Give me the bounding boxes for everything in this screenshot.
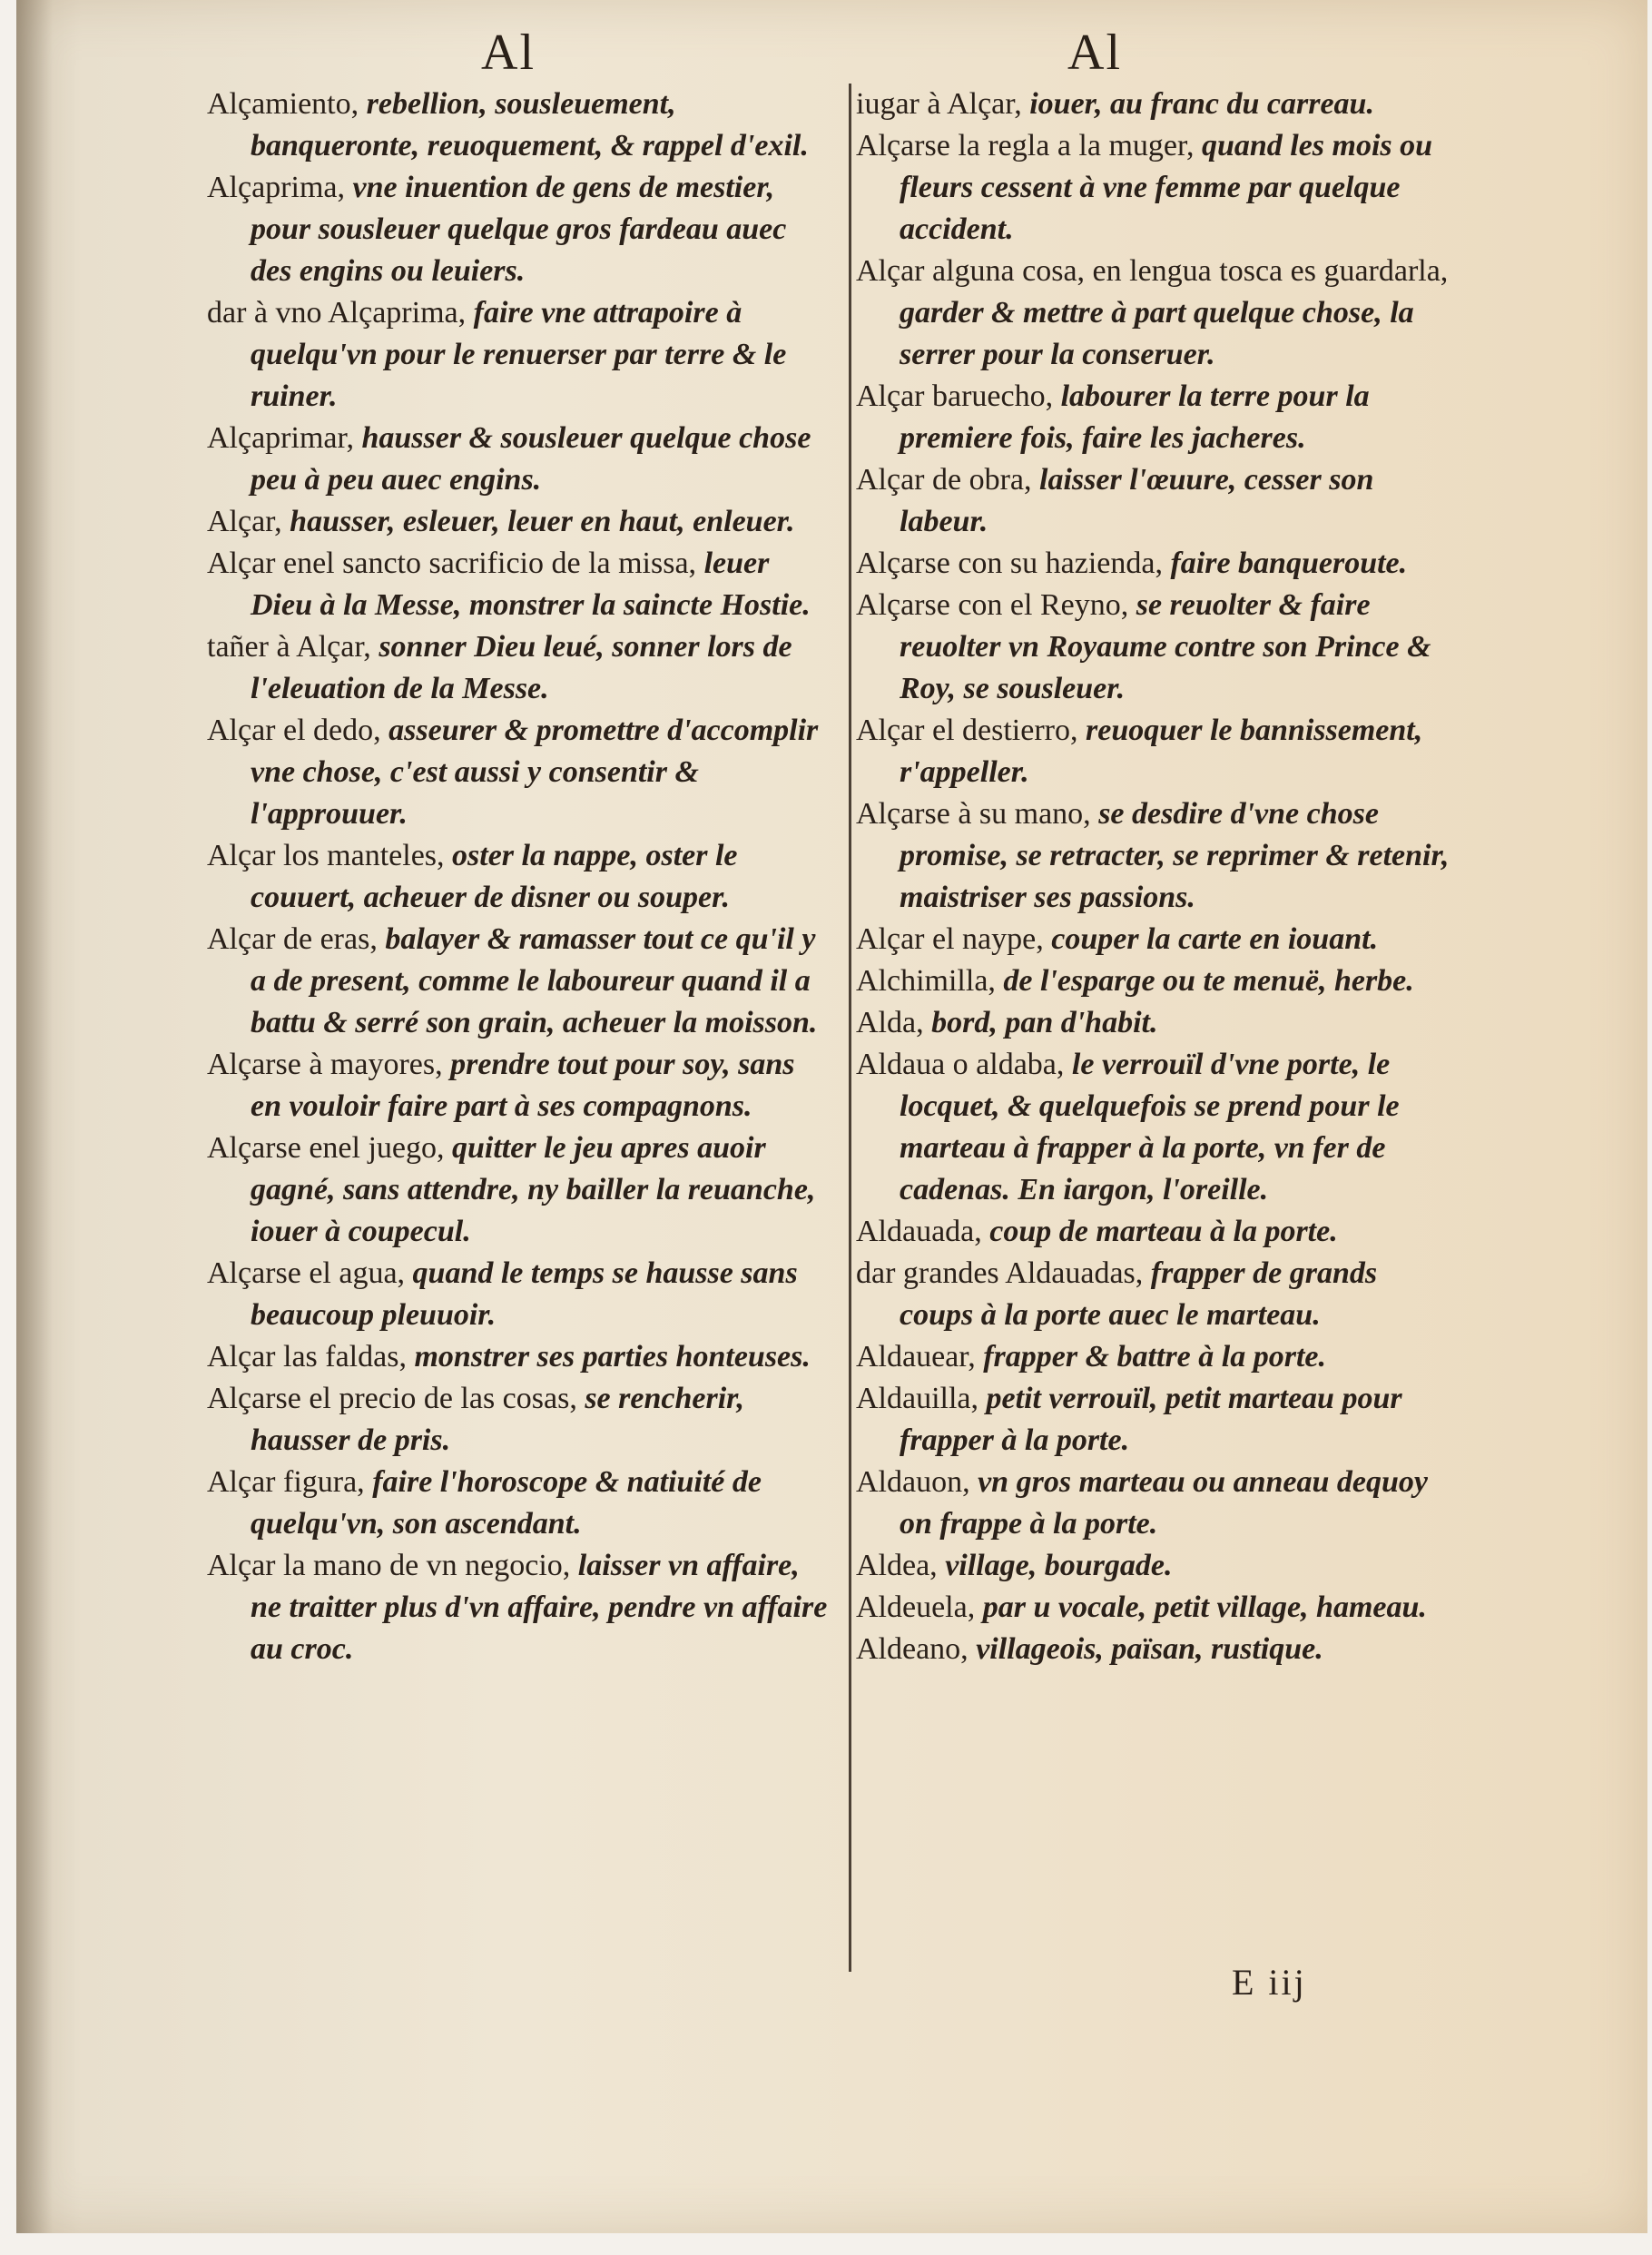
dictionary-entry — [207, 84, 833, 167]
entry-gloss: villageois, païsan, rustique. — [976, 1632, 1323, 1666]
entry-headword: Aldauada, — [856, 1215, 982, 1248]
entry-gloss: faire banqueroute. — [1170, 547, 1408, 580]
entry-headword: Alçarse à su mano, — [856, 797, 1091, 831]
entry-headword: Alçarse con el Reyno, — [856, 588, 1129, 622]
entry-gloss: garder & mettre à part quelque chose, la serrer pour la conseruer. — [900, 296, 1414, 371]
entry-headword: dar grandes Aldauadas, — [856, 1256, 1144, 1290]
entry-gloss: par u vocale, petit village, hameau. — [982, 1590, 1427, 1624]
entry-headword: Alçar el naype, — [856, 922, 1044, 956]
entry-headword: Alçar el dedo, — [207, 714, 381, 747]
entry-gloss: se rencherir, hausser de pris. — [251, 1382, 745, 1457]
entry-gloss: se reuolter & faire reuolter vn Royaume contre son Prince & Roy, se sousleuer. — [900, 588, 1431, 705]
entry-gloss: hausser & sousleuer quelque chose peu à peu auec engins. — [251, 421, 811, 497]
dictionary-entry — [207, 543, 833, 626]
dictionary-entry — [207, 292, 833, 418]
right-column — [856, 84, 1455, 1670]
entry-gloss: quand le temps se hausse sans beaucoup pleuuoir. — [251, 1256, 798, 1332]
entry-gloss: coup de marteau à la porte. — [989, 1215, 1338, 1248]
dictionary-entry — [856, 1587, 1455, 1629]
dictionary-entry — [207, 1336, 833, 1378]
dictionary-entry — [856, 960, 1455, 1002]
entry-headword: Alçaprima, — [207, 171, 345, 204]
entry-gloss: de l'esparge ou te menuë, herbe. — [1003, 964, 1414, 998]
entry-gloss: faire l'horoscope & natiuité de quelqu'vn, son ascendant. — [251, 1465, 762, 1541]
entry-gloss: faire vne attrapoire à quelqu'vn pour le renuerser par terre & le ruiner. — [251, 296, 787, 413]
entry-headword: Aldeuela, — [856, 1590, 976, 1624]
signature-mark: E iij — [1232, 1962, 1307, 2003]
dictionary-entry — [207, 710, 833, 835]
dictionary-entry — [207, 1545, 833, 1670]
entry-gloss: laisser vn affaire, ne traitter plus d'vn affaire, pendre vn affaire au croc. — [251, 1549, 828, 1666]
dictionary-entry — [207, 1462, 833, 1545]
dictionary-entry — [207, 1378, 833, 1462]
entry-gloss: couper la carte en iouant. — [1051, 922, 1379, 956]
entry-headword: Aldaua o aldaba, — [856, 1048, 1065, 1081]
entry-headword: Aldauilla, — [856, 1382, 979, 1415]
dictionary-entry — [856, 1545, 1455, 1587]
dictionary-entry — [856, 1253, 1455, 1336]
dictionary-entry — [856, 1378, 1455, 1462]
dictionary-entry — [856, 1462, 1455, 1545]
entry-gloss: le verrouïl d'vne porte, le locquet, & quelquefois se prend pour le marteau à frapper à la porte, vn fer de cadenas. En iargon, l'oreille. — [900, 1048, 1400, 1206]
entry-gloss: asseurer & promettre d'accomplir vne chose, c'est aussi y consentir & l'approuuer. — [251, 714, 819, 831]
column-rule — [849, 84, 851, 1972]
left-column — [207, 84, 833, 1670]
entry-headword: Alçarse con su hazienda, — [856, 547, 1163, 580]
dictionary-entry — [856, 1336, 1455, 1378]
entry-headword: Aldea, — [856, 1549, 938, 1582]
entry-headword: Alçaprimar, — [207, 421, 354, 455]
entry-gloss: hausser, esleuer, leuer en haut, enleuer. — [290, 505, 795, 538]
entry-headword: Alçar, — [207, 505, 282, 538]
entry-gloss: quitter le jeu apres auoir gagné, sans attendre, ny bailler la reuanche, iouer à coupecul. — [251, 1131, 816, 1248]
entry-headword: Alçar baruecho, — [856, 379, 1054, 413]
entry-gloss: balayer & ramasser tout ce qu'il y a de present, comme le laboureur quand il a battu & serré son grain, acheuer la moisson. — [251, 922, 818, 1039]
entry-gloss: petit verrouïl, petit marteau pour frapper à la porte. — [900, 1382, 1402, 1457]
dictionary-entry — [207, 919, 833, 1044]
entry-gloss: labourer la terre pour la premiere fois, faire les jacheres. — [900, 379, 1370, 455]
dictionary-entry — [856, 710, 1455, 793]
dictionary-entry — [856, 125, 1455, 251]
entry-headword: tañer à Alçar, — [207, 630, 371, 664]
entry-headword: Alçar el destierro, — [856, 714, 1078, 747]
entry-gloss: prendre tout pour soy, sans en vouloir faire part à ses compagnons. — [251, 1048, 795, 1123]
entry-gloss: iouer, au franc du carreau. — [1029, 87, 1374, 121]
entry-headword: Alçar la mano de vn negocio, — [207, 1549, 571, 1582]
entry-gloss: rebellion, sousleuement, banqueronte, reuoquement, & rappel d'exil. — [251, 87, 809, 162]
dictionary-entry — [207, 1128, 833, 1253]
dictionary-entry — [856, 84, 1455, 125]
dictionary-entry — [856, 1211, 1455, 1253]
entry-gloss: laisser l'œuure, cesser son labeur. — [900, 463, 1374, 538]
gutter-shadow — [16, 0, 53, 2233]
dictionary-entry — [856, 919, 1455, 960]
dictionary-entry — [207, 167, 833, 292]
entry-headword: Alçar de obra, — [856, 463, 1032, 497]
entry-gloss: frapper & battre à la porte. — [983, 1340, 1326, 1374]
dictionary-entry — [856, 376, 1455, 459]
dictionary-entry — [856, 543, 1455, 585]
entry-gloss: vne inuention de gens de mestier, pour sousleuer quelque gros fardeau auec des engins ou leuiers. — [251, 171, 787, 288]
entry-headword: Aldeano, — [856, 1632, 969, 1666]
entry-gloss: monstrer ses parties honteuses. — [414, 1340, 811, 1374]
dictionary-entry — [207, 501, 833, 543]
entry-gloss: quand les mois ou fleurs cessent à vne femme par quelque accident. — [900, 129, 1433, 246]
entry-headword: Alçar de eras, — [207, 922, 378, 956]
entry-headword: Alçar alguna cosa, en lengua tosca es guardarla, — [856, 254, 1449, 288]
entry-headword: Alçar las faldas, — [207, 1340, 407, 1374]
dictionary-entry — [207, 626, 833, 710]
entry-headword: Alchimilla, — [856, 964, 996, 998]
entry-headword: Alçarse el precio de las cosas, — [207, 1382, 577, 1415]
dictionary-entry — [856, 1629, 1455, 1670]
running-head-right: Al — [1067, 25, 1122, 81]
entry-gloss: vn gros marteau ou anneau dequoy on frappe à la porte. — [900, 1465, 1428, 1541]
dictionary-entry — [856, 459, 1455, 543]
entry-gloss: oster la nappe, oster le couuert, acheuer de disner ou souper. — [251, 839, 738, 914]
entry-headword: Alçarse à mayores, — [207, 1048, 443, 1081]
entry-headword: Alçar figura, — [207, 1465, 365, 1499]
entry-headword: Alçarse el agua, — [207, 1256, 406, 1290]
entry-headword: dar à vno Alçaprima, — [207, 296, 467, 330]
dictionary-entry — [207, 1044, 833, 1128]
entry-headword: Alçar enel sancto sacrificio de la missa, — [207, 547, 697, 580]
dictionary-entry — [207, 418, 833, 501]
entry-headword: iugar à Alçar, — [856, 87, 1022, 121]
dictionary-entry — [856, 585, 1455, 710]
entry-gloss: leuer Dieu à la Messe, monstrer la saincte Hostie. — [251, 547, 811, 622]
entry-gloss: reuoquer le bannissement, r'appeller. — [900, 714, 1423, 789]
entry-gloss: bord, pan d'habit. — [931, 1006, 1158, 1039]
running-head-left: Al — [481, 25, 536, 81]
dictionary-entry — [207, 1253, 833, 1336]
entry-gloss: sonner Dieu leué, sonner lors de l'eleuation de la Messe. — [251, 630, 792, 705]
dictionary-entry — [856, 1002, 1455, 1044]
entry-headword: Alçarse enel juego, — [207, 1131, 445, 1165]
entry-headword: Alçarse la regla a la muger, — [856, 129, 1195, 162]
entry-headword: Alçar los manteles, — [207, 839, 445, 872]
dictionary-entry — [856, 251, 1455, 376]
entry-gloss: frapper de grands coups à la porte auec le marteau. — [900, 1256, 1378, 1332]
dictionary-entry — [856, 1044, 1455, 1211]
dictionary-entry — [856, 793, 1455, 919]
entry-headword: Alda, — [856, 1006, 924, 1039]
entry-headword: Aldauear, — [856, 1340, 976, 1374]
entry-headword: Alçamiento, — [207, 87, 359, 121]
book-page — [16, 0, 1647, 2233]
dictionary-entry — [207, 835, 833, 919]
entry-headword: Aldauon, — [856, 1465, 970, 1499]
entry-gloss: village, bourgade. — [945, 1549, 1173, 1582]
entry-gloss: se desdire d'vne chose promise, se retracter, se reprimer & retenir, maistriser ses passions. — [900, 797, 1450, 914]
